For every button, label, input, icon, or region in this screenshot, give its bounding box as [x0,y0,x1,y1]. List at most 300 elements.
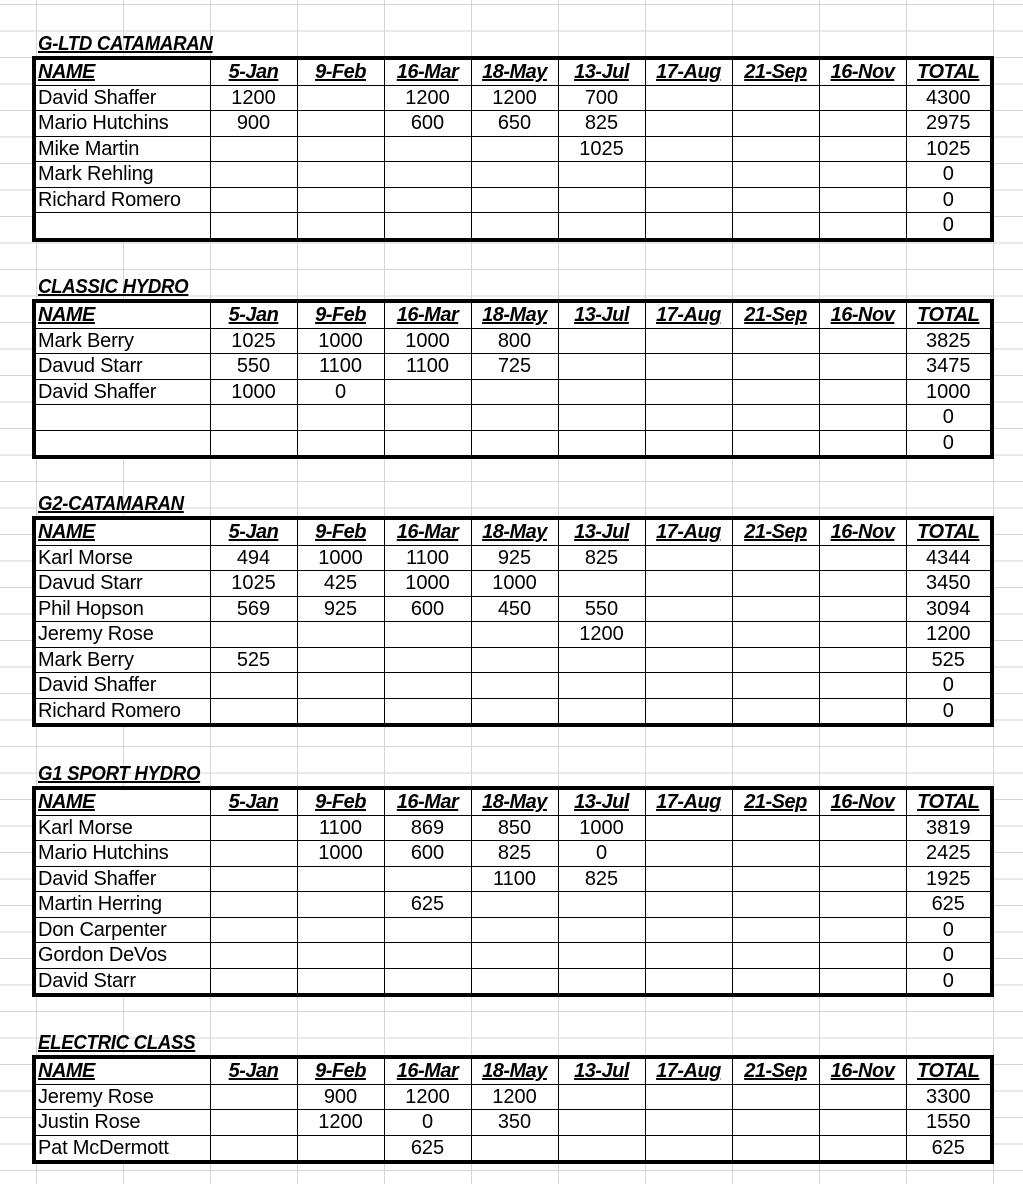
column-header[interactable]: TOTAL [906,58,992,85]
score-cell[interactable] [819,162,906,188]
column-header[interactable]: 9-Feb [297,301,384,328]
score-cell[interactable] [471,136,558,162]
total-cell[interactable]: 0 [906,943,992,969]
total-cell[interactable]: 0 [906,673,992,699]
score-cell[interactable] [384,379,471,405]
column-header[interactable]: TOTAL [906,788,992,815]
score-cell[interactable] [645,647,732,673]
score-cell[interactable] [645,866,732,892]
score-cell[interactable] [645,1110,732,1136]
score-cell[interactable]: 1000 [384,328,471,354]
score-cell[interactable]: 525 [210,647,297,673]
score-cell[interactable] [819,892,906,918]
score-cell[interactable]: 1100 [471,866,558,892]
score-cell[interactable] [297,866,384,892]
score-cell[interactable] [732,841,819,867]
score-cell[interactable] [645,571,732,597]
racer-name-cell[interactable]: Jeremy Rose [34,622,210,648]
score-cell[interactable] [297,698,384,725]
score-cell[interactable]: 569 [210,596,297,622]
score-cell[interactable] [558,917,645,943]
score-cell[interactable] [732,111,819,137]
score-cell[interactable] [732,892,819,918]
total-cell[interactable]: 2425 [906,841,992,867]
score-cell[interactable] [297,111,384,137]
score-cell[interactable] [210,162,297,188]
score-cell[interactable] [471,892,558,918]
score-cell[interactable] [732,943,819,969]
column-header[interactable]: 18-May [471,58,558,85]
score-cell[interactable] [645,917,732,943]
column-header[interactable]: 5-Jan [210,518,297,545]
score-cell[interactable]: 600 [384,111,471,137]
score-cell[interactable]: 825 [558,866,645,892]
score-cell[interactable] [732,866,819,892]
score-cell[interactable]: 1000 [210,379,297,405]
column-header[interactable]: 18-May [471,1057,558,1084]
score-cell[interactable]: 1100 [384,545,471,571]
score-cell[interactable] [210,1110,297,1136]
score-cell[interactable]: 1200 [384,85,471,111]
column-header[interactable]: 21-Sep [732,301,819,328]
total-cell[interactable]: 3825 [906,328,992,354]
score-cell[interactable] [471,968,558,995]
score-cell[interactable] [732,1135,819,1162]
score-cell[interactable] [645,673,732,699]
score-cell[interactable] [297,673,384,699]
score-cell[interactable] [558,379,645,405]
racer-name-cell[interactable]: Martin Herring [34,892,210,918]
column-header[interactable]: TOTAL [906,1057,992,1084]
score-cell[interactable]: 1000 [297,841,384,867]
column-header[interactable]: 13-Jul [558,518,645,545]
score-cell[interactable] [645,968,732,995]
total-cell[interactable]: 3475 [906,354,992,380]
column-header[interactable]: 17-Aug [645,58,732,85]
score-cell[interactable]: 825 [471,841,558,867]
column-header[interactable]: NAME [34,301,210,328]
score-cell[interactable] [645,1135,732,1162]
score-cell[interactable] [819,943,906,969]
score-cell[interactable] [819,596,906,622]
racer-name-cell[interactable]: David Shaffer [34,673,210,699]
score-cell[interactable] [210,917,297,943]
racer-name-cell[interactable] [34,430,210,457]
score-cell[interactable] [558,1110,645,1136]
score-cell[interactable]: 1200 [297,1110,384,1136]
score-cell[interactable] [732,596,819,622]
score-cell[interactable]: 900 [210,111,297,137]
racer-name-cell[interactable]: Mark Berry [34,328,210,354]
racer-name-cell[interactable]: Richard Romero [34,187,210,213]
score-cell[interactable] [210,213,297,240]
score-cell[interactable] [384,622,471,648]
score-cell[interactable] [558,943,645,969]
score-cell[interactable] [558,405,645,431]
racer-name-cell[interactable] [34,405,210,431]
score-cell[interactable] [558,187,645,213]
score-cell[interactable] [471,430,558,457]
score-cell[interactable] [558,698,645,725]
score-cell[interactable] [819,968,906,995]
score-cell[interactable]: 1200 [471,85,558,111]
score-cell[interactable]: 1200 [558,622,645,648]
score-cell[interactable] [210,1084,297,1110]
score-cell[interactable]: 725 [471,354,558,380]
score-cell[interactable]: 1200 [471,1084,558,1110]
score-cell[interactable] [297,162,384,188]
score-cell[interactable] [645,596,732,622]
racer-name-cell[interactable]: Davud Starr [34,571,210,597]
score-cell[interactable] [384,866,471,892]
score-cell[interactable] [384,162,471,188]
score-cell[interactable] [732,815,819,841]
score-cell[interactable] [297,1135,384,1162]
column-header[interactable]: 16-Mar [384,788,471,815]
score-cell[interactable]: 0 [297,379,384,405]
score-cell[interactable] [819,328,906,354]
score-cell[interactable] [819,571,906,597]
score-cell[interactable] [732,328,819,354]
score-cell[interactable]: 925 [471,545,558,571]
total-cell[interactable]: 1925 [906,866,992,892]
score-cell[interactable] [819,622,906,648]
total-cell[interactable]: 2975 [906,111,992,137]
column-header[interactable]: 16-Mar [384,1057,471,1084]
column-header[interactable]: 21-Sep [732,518,819,545]
score-cell[interactable] [210,622,297,648]
score-cell[interactable] [558,328,645,354]
score-cell[interactable]: 600 [384,596,471,622]
score-cell[interactable]: 1025 [210,328,297,354]
total-cell[interactable]: 4344 [906,545,992,571]
score-cell[interactable] [819,698,906,725]
score-cell[interactable] [210,136,297,162]
racer-name-cell[interactable]: Davud Starr [34,354,210,380]
score-cell[interactable]: 825 [558,111,645,137]
racer-name-cell[interactable]: Mike Martin [34,136,210,162]
score-cell[interactable] [471,943,558,969]
score-cell[interactable]: 650 [471,111,558,137]
total-cell[interactable]: 1000 [906,379,992,405]
score-cell[interactable] [819,430,906,457]
racer-name-cell[interactable]: Gordon DeVos [34,943,210,969]
score-cell[interactable] [819,111,906,137]
score-cell[interactable]: 700 [558,85,645,111]
score-cell[interactable]: 425 [297,571,384,597]
column-header[interactable]: 16-Nov [819,788,906,815]
column-header[interactable]: 16-Nov [819,518,906,545]
score-cell[interactable]: 450 [471,596,558,622]
column-header[interactable]: 13-Jul [558,301,645,328]
score-cell[interactable] [645,892,732,918]
score-cell[interactable] [732,968,819,995]
score-cell[interactable]: 494 [210,545,297,571]
racer-name-cell[interactable] [34,213,210,240]
score-cell[interactable] [819,815,906,841]
score-cell[interactable] [471,673,558,699]
column-header[interactable]: 18-May [471,301,558,328]
score-cell[interactable]: 1000 [297,545,384,571]
score-cell[interactable] [558,354,645,380]
racer-name-cell[interactable]: Richard Romero [34,698,210,725]
score-cell[interactable] [210,187,297,213]
racer-name-cell[interactable]: David Shaffer [34,85,210,111]
score-cell[interactable] [558,647,645,673]
score-cell[interactable] [471,213,558,240]
score-cell[interactable] [819,841,906,867]
score-cell[interactable]: 550 [558,596,645,622]
score-cell[interactable] [210,815,297,841]
score-cell[interactable]: 1000 [471,571,558,597]
score-cell[interactable] [558,673,645,699]
racer-name-cell[interactable]: Pat McDermott [34,1135,210,1162]
score-cell[interactable]: 1200 [210,85,297,111]
column-header[interactable]: 17-Aug [645,518,732,545]
score-cell[interactable] [732,405,819,431]
score-cell[interactable] [297,85,384,111]
score-cell[interactable]: 600 [384,841,471,867]
score-cell[interactable] [210,866,297,892]
score-cell[interactable] [819,379,906,405]
column-header[interactable]: 17-Aug [645,301,732,328]
total-cell[interactable]: 3300 [906,1084,992,1110]
score-cell[interactable]: 1100 [384,354,471,380]
score-cell[interactable] [732,85,819,111]
score-cell[interactable]: 850 [471,815,558,841]
score-cell[interactable] [645,841,732,867]
score-cell[interactable] [819,405,906,431]
score-cell[interactable] [384,917,471,943]
racer-name-cell[interactable]: Mario Hutchins [34,841,210,867]
column-header[interactable]: 9-Feb [297,1057,384,1084]
racer-name-cell[interactable]: David Shaffer [34,866,210,892]
score-cell[interactable]: 825 [558,545,645,571]
score-cell[interactable] [210,405,297,431]
total-cell[interactable]: 0 [906,405,992,431]
total-cell[interactable]: 525 [906,647,992,673]
total-cell[interactable]: 3450 [906,571,992,597]
column-header[interactable]: 16-Nov [819,1057,906,1084]
score-cell[interactable] [471,1135,558,1162]
score-cell[interactable] [732,622,819,648]
score-cell[interactable] [471,917,558,943]
racer-name-cell[interactable]: Mark Berry [34,647,210,673]
score-cell[interactable]: 550 [210,354,297,380]
column-header[interactable]: 13-Jul [558,1057,645,1084]
score-cell[interactable] [558,162,645,188]
score-cell[interactable] [297,213,384,240]
score-cell[interactable]: 900 [297,1084,384,1110]
column-header[interactable]: 21-Sep [732,1057,819,1084]
score-cell[interactable] [732,1110,819,1136]
score-cell[interactable]: 625 [384,1135,471,1162]
score-cell[interactable] [471,405,558,431]
score-cell[interactable] [384,647,471,673]
column-header[interactable]: 16-Mar [384,518,471,545]
score-cell[interactable]: 1000 [384,571,471,597]
score-cell[interactable] [819,917,906,943]
racer-name-cell[interactable]: Justin Rose [34,1110,210,1136]
score-cell[interactable] [558,1084,645,1110]
score-cell[interactable] [210,892,297,918]
score-cell[interactable]: 869 [384,815,471,841]
score-cell[interactable] [471,698,558,725]
score-cell[interactable]: 800 [471,328,558,354]
score-cell[interactable] [210,698,297,725]
score-cell[interactable] [384,136,471,162]
score-cell[interactable] [732,187,819,213]
score-cell[interactable] [819,647,906,673]
score-cell[interactable]: 1100 [297,815,384,841]
score-cell[interactable] [471,647,558,673]
score-cell[interactable] [645,328,732,354]
score-cell[interactable] [645,136,732,162]
score-cell[interactable] [384,943,471,969]
score-cell[interactable] [732,354,819,380]
racer-name-cell[interactable]: Karl Morse [34,815,210,841]
column-header[interactable]: 21-Sep [732,58,819,85]
column-header[interactable]: 21-Sep [732,788,819,815]
score-cell[interactable] [384,405,471,431]
column-header[interactable]: 16-Mar [384,301,471,328]
total-cell[interactable]: 0 [906,968,992,995]
score-cell[interactable] [732,647,819,673]
column-header[interactable]: 13-Jul [558,58,645,85]
score-cell[interactable] [819,673,906,699]
score-cell[interactable]: 1025 [558,136,645,162]
score-cell[interactable] [384,673,471,699]
score-cell[interactable] [732,571,819,597]
column-header[interactable]: 17-Aug [645,788,732,815]
score-cell[interactable] [819,136,906,162]
score-cell[interactable]: 0 [558,841,645,867]
racer-name-cell[interactable]: Don Carpenter [34,917,210,943]
score-cell[interactable] [732,162,819,188]
score-cell[interactable] [558,430,645,457]
score-cell[interactable] [210,968,297,995]
column-header[interactable]: 9-Feb [297,58,384,85]
score-cell[interactable] [384,213,471,240]
racer-name-cell[interactable]: Mario Hutchins [34,111,210,137]
score-cell[interactable] [297,136,384,162]
score-cell[interactable] [732,1084,819,1110]
score-cell[interactable] [732,136,819,162]
score-cell[interactable]: 1000 [297,328,384,354]
column-header[interactable]: NAME [34,518,210,545]
racer-name-cell[interactable]: Mark Rehling [34,162,210,188]
score-cell[interactable] [384,698,471,725]
score-cell[interactable] [297,892,384,918]
column-header[interactable]: NAME [34,1057,210,1084]
score-cell[interactable] [645,85,732,111]
score-cell[interactable] [384,187,471,213]
score-cell[interactable] [645,111,732,137]
column-header[interactable]: 18-May [471,518,558,545]
racer-name-cell[interactable]: David Starr [34,968,210,995]
column-header[interactable]: TOTAL [906,518,992,545]
total-cell[interactable]: 625 [906,1135,992,1162]
score-cell[interactable] [645,213,732,240]
score-cell[interactable] [210,1135,297,1162]
score-cell[interactable] [645,430,732,457]
total-cell[interactable]: 0 [906,162,992,188]
score-cell[interactable] [297,430,384,457]
column-header[interactable]: 5-Jan [210,301,297,328]
score-cell[interactable] [471,379,558,405]
score-cell[interactable] [558,892,645,918]
score-cell[interactable] [645,698,732,725]
column-header[interactable]: 5-Jan [210,788,297,815]
racer-name-cell[interactable]: Phil Hopson [34,596,210,622]
column-header[interactable]: 16-Nov [819,301,906,328]
racer-name-cell[interactable]: Jeremy Rose [34,1084,210,1110]
score-cell[interactable] [210,673,297,699]
total-cell[interactable]: 1550 [906,1110,992,1136]
column-header[interactable]: NAME [34,58,210,85]
score-cell[interactable] [558,571,645,597]
score-cell[interactable] [384,968,471,995]
total-cell[interactable]: 0 [906,187,992,213]
racer-name-cell[interactable]: David Shaffer [34,379,210,405]
score-cell[interactable] [732,379,819,405]
score-cell[interactable] [210,430,297,457]
score-cell[interactable] [732,430,819,457]
column-header[interactable]: 13-Jul [558,788,645,815]
total-cell[interactable]: 625 [906,892,992,918]
score-cell[interactable] [819,354,906,380]
score-cell[interactable]: 1200 [384,1084,471,1110]
total-cell[interactable]: 0 [906,430,992,457]
column-header[interactable]: 9-Feb [297,788,384,815]
score-cell[interactable]: 625 [384,892,471,918]
score-cell[interactable] [384,430,471,457]
column-header[interactable]: NAME [34,788,210,815]
score-cell[interactable] [558,968,645,995]
score-cell[interactable] [645,405,732,431]
column-header[interactable]: 5-Jan [210,1057,297,1084]
score-cell[interactable] [645,622,732,648]
total-cell[interactable]: 4300 [906,85,992,111]
total-cell[interactable]: 3094 [906,596,992,622]
racer-name-cell[interactable]: Karl Morse [34,545,210,571]
score-cell[interactable] [645,162,732,188]
score-cell[interactable] [297,943,384,969]
score-cell[interactable] [558,1135,645,1162]
score-cell[interactable] [732,213,819,240]
score-cell[interactable] [471,622,558,648]
total-cell[interactable]: 0 [906,698,992,725]
score-cell[interactable] [558,213,645,240]
score-cell[interactable] [297,405,384,431]
score-cell[interactable] [819,866,906,892]
score-cell[interactable] [819,213,906,240]
score-cell[interactable] [732,673,819,699]
score-cell[interactable] [645,943,732,969]
column-header[interactable]: 9-Feb [297,518,384,545]
score-cell[interactable] [819,1135,906,1162]
score-cell[interactable] [732,545,819,571]
column-header[interactable]: 18-May [471,788,558,815]
total-cell[interactable]: 0 [906,917,992,943]
score-cell[interactable] [471,162,558,188]
column-header[interactable]: 5-Jan [210,58,297,85]
score-cell[interactable]: 1100 [297,354,384,380]
score-cell[interactable] [210,943,297,969]
total-cell[interactable]: 1200 [906,622,992,648]
total-cell[interactable]: 1025 [906,136,992,162]
score-cell[interactable] [645,354,732,380]
